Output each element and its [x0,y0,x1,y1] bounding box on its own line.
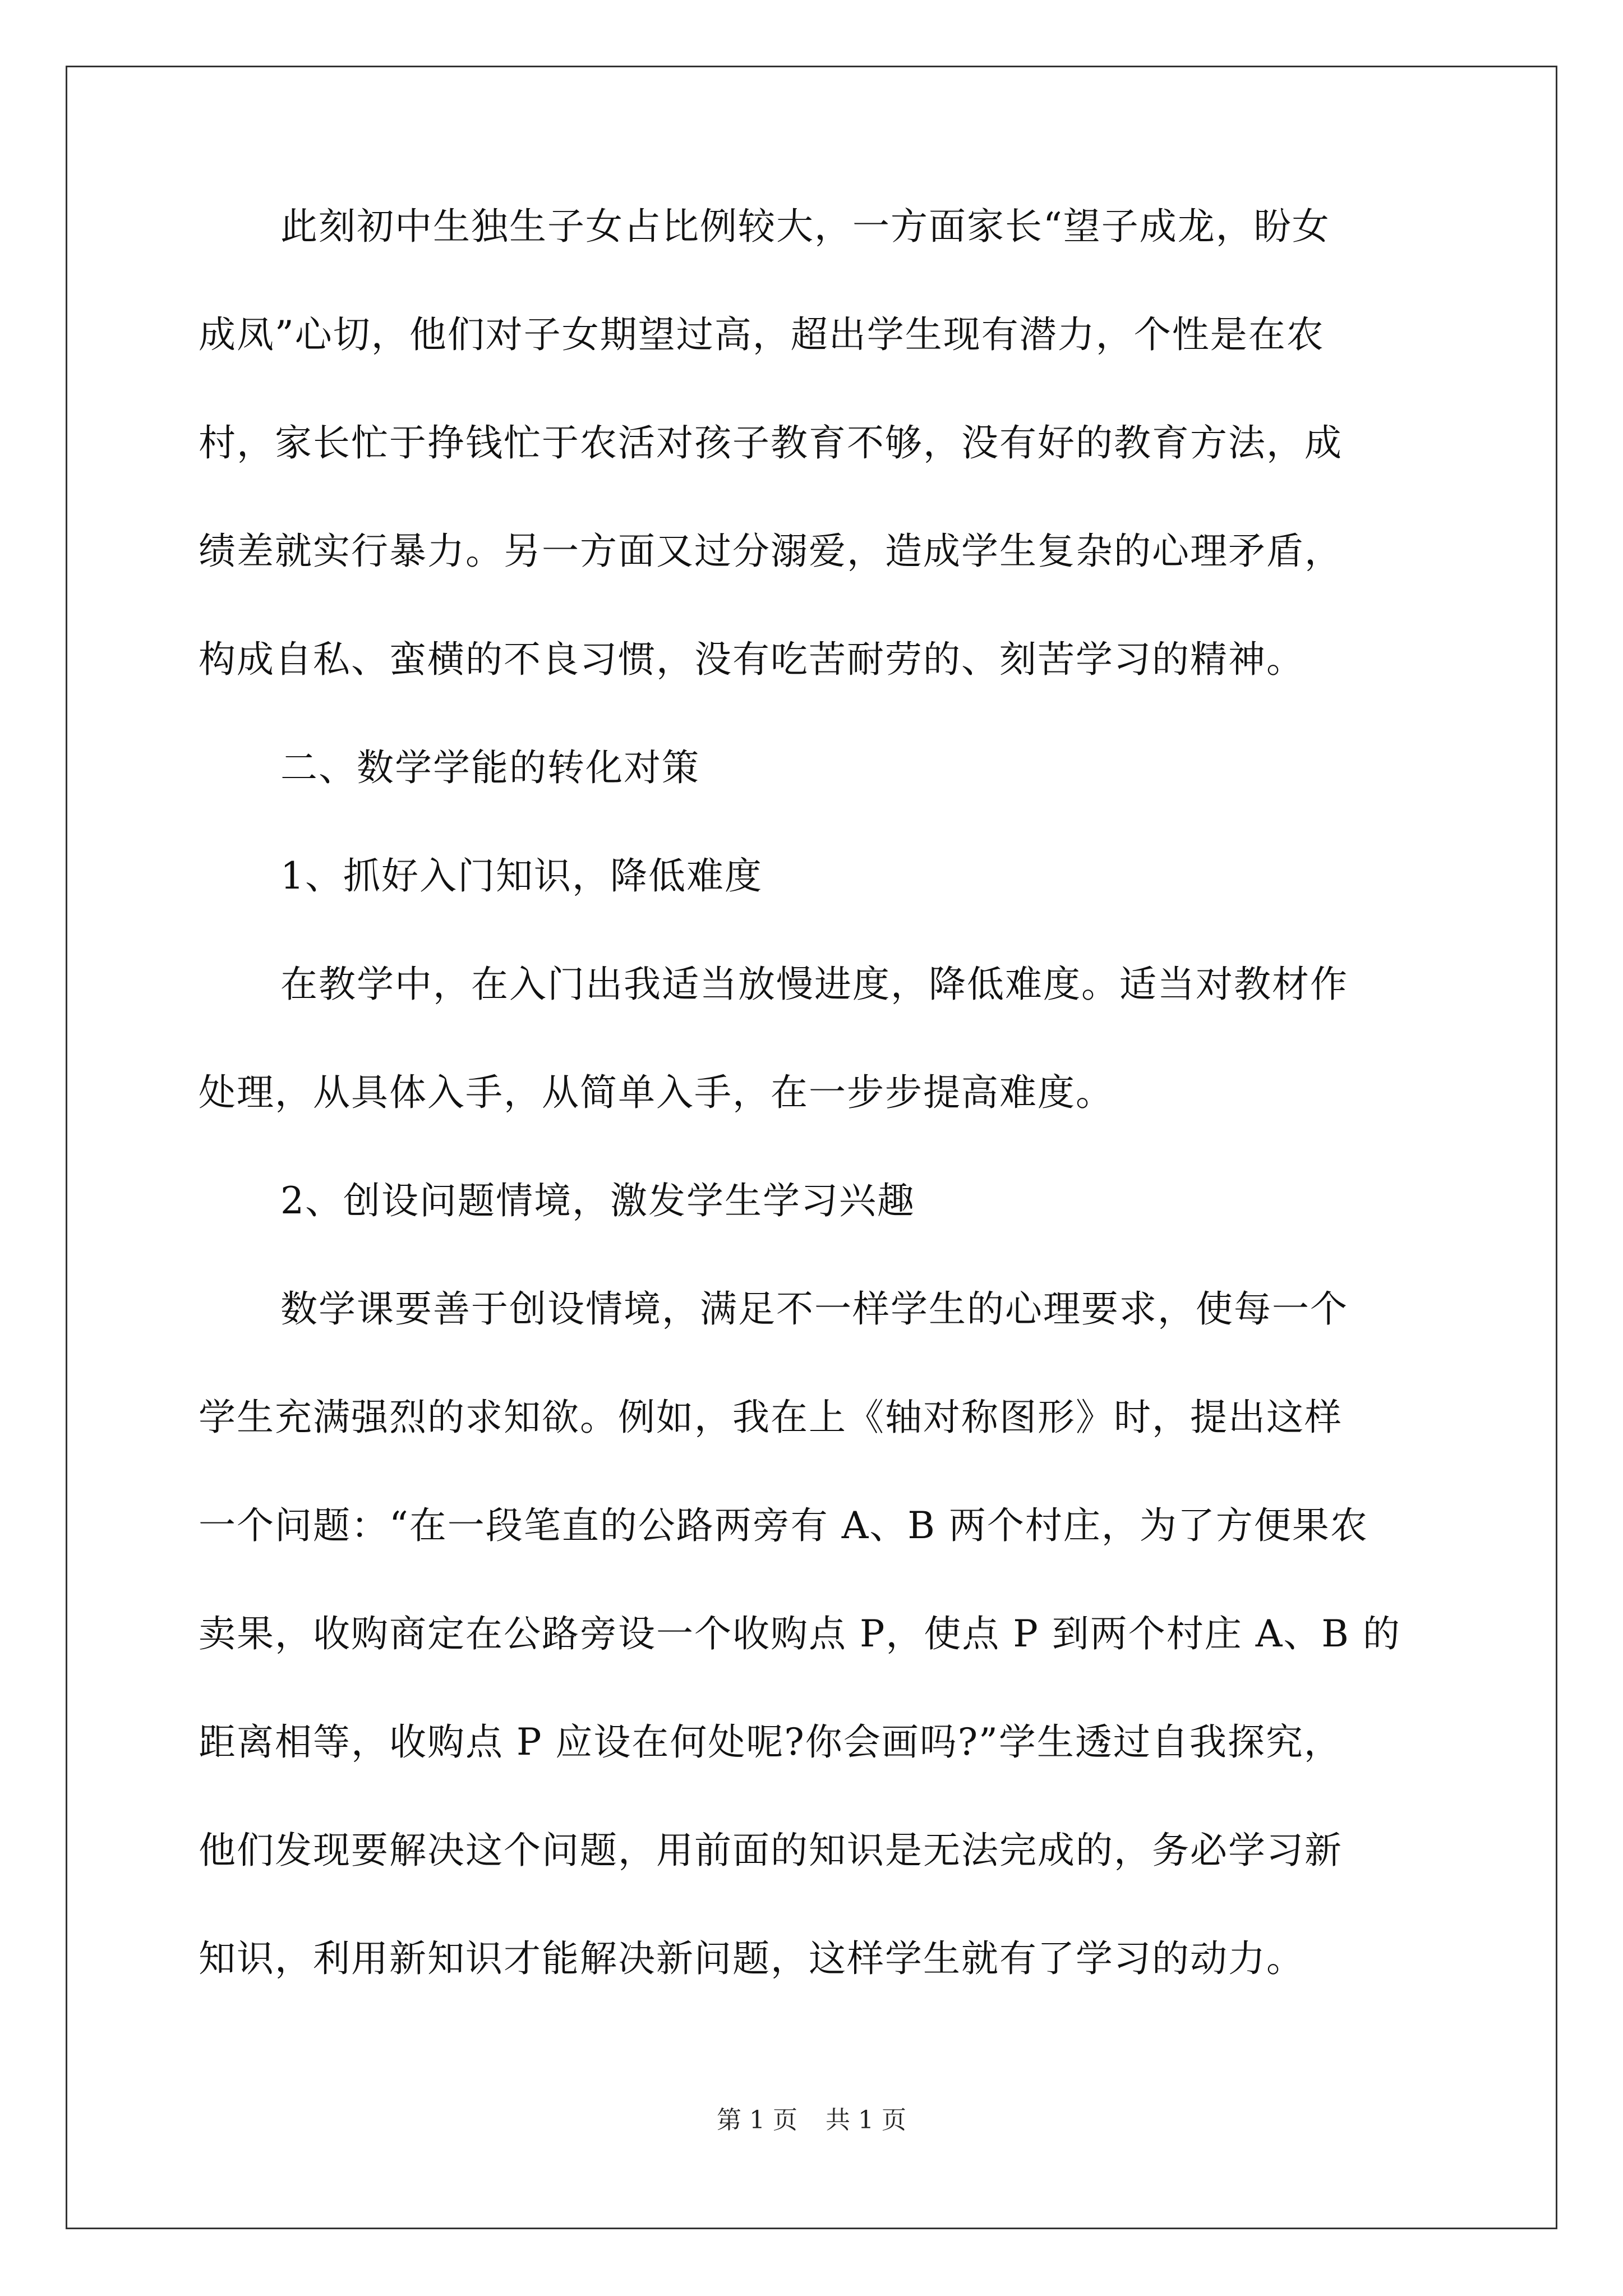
subheading-2: 2、创设问题情境，激发学生学习兴趣 [280,1179,915,1222]
paragraph-3-line-4: 卖果，收购商定在公路旁设一个收购点 P，使点 P 到两个村庄 A、B 的 [199,1612,1401,1655]
paragraph-3-line-1: 数学课要善于创设情境，满足不一样学生的心理要求，使每一个 [280,1287,1348,1331]
paragraph-3-line-6: 他们发现要解决这个问题，用前面的知识是无法完成的，务必学习新 [199,1829,1343,1872]
paragraph-1-line-4: 绩差就实行暴力。另一方面又过分溺爱，造成学生复杂的心理矛盾， [199,530,1343,573]
page-number: 第 1 页 [717,2106,797,2134]
subheading-1: 1、抓好入门知识，降低难度 [280,854,763,898]
paragraph-1-line-2: 成凤”心切，他们对子女期望过高，超出学生现有潜力，个性是在农 [199,313,1325,356]
page-border [66,66,1557,2229]
paragraph-3-line-3: 一个问题：“在一段笔直的公路两旁有 A、B 两个村庄，为了方便果农 [199,1504,1368,1547]
paragraph-1-line-3: 村，家长忙于挣钱忙于农活对孩子教育不够，没有好的教育方法，成 [199,421,1343,464]
paragraph-3-line-7: 知识，利用新知识才能解决新问题，这样学生就有了学习的动力。 [199,1937,1304,1980]
paragraph-2-line-1: 在教学中，在入门出我适当放慢进度，降低难度。适当对教材作 [280,963,1348,1006]
paragraph-1-line-5: 构成自私、蛮横的不良习惯，没有吃苦耐劳的、刻苦学习的精神。 [199,638,1304,681]
paragraph-2-line-2: 处理，从具体入手，从简单入手，在一步步提高难度。 [199,1071,1114,1114]
page-footer [0,2105,1623,2136]
paragraph-3-line-2: 学生充满强烈的求知欲。例如，我在上《轴对称图形》时，提出这样 [199,1396,1343,1439]
page-total: 共 1 页 [826,2106,906,2134]
paragraph-1-line-1: 此刻初中生独生子女占比例较大，一方面家长“望子成龙，盼女 [280,205,1330,248]
section-heading: 二、数学学能的转化对策 [280,746,700,789]
paragraph-3-line-5: 距离相等，收购点 P 应设在何处呢?你会画吗?”学生透过自我探究， [199,1720,1342,1764]
